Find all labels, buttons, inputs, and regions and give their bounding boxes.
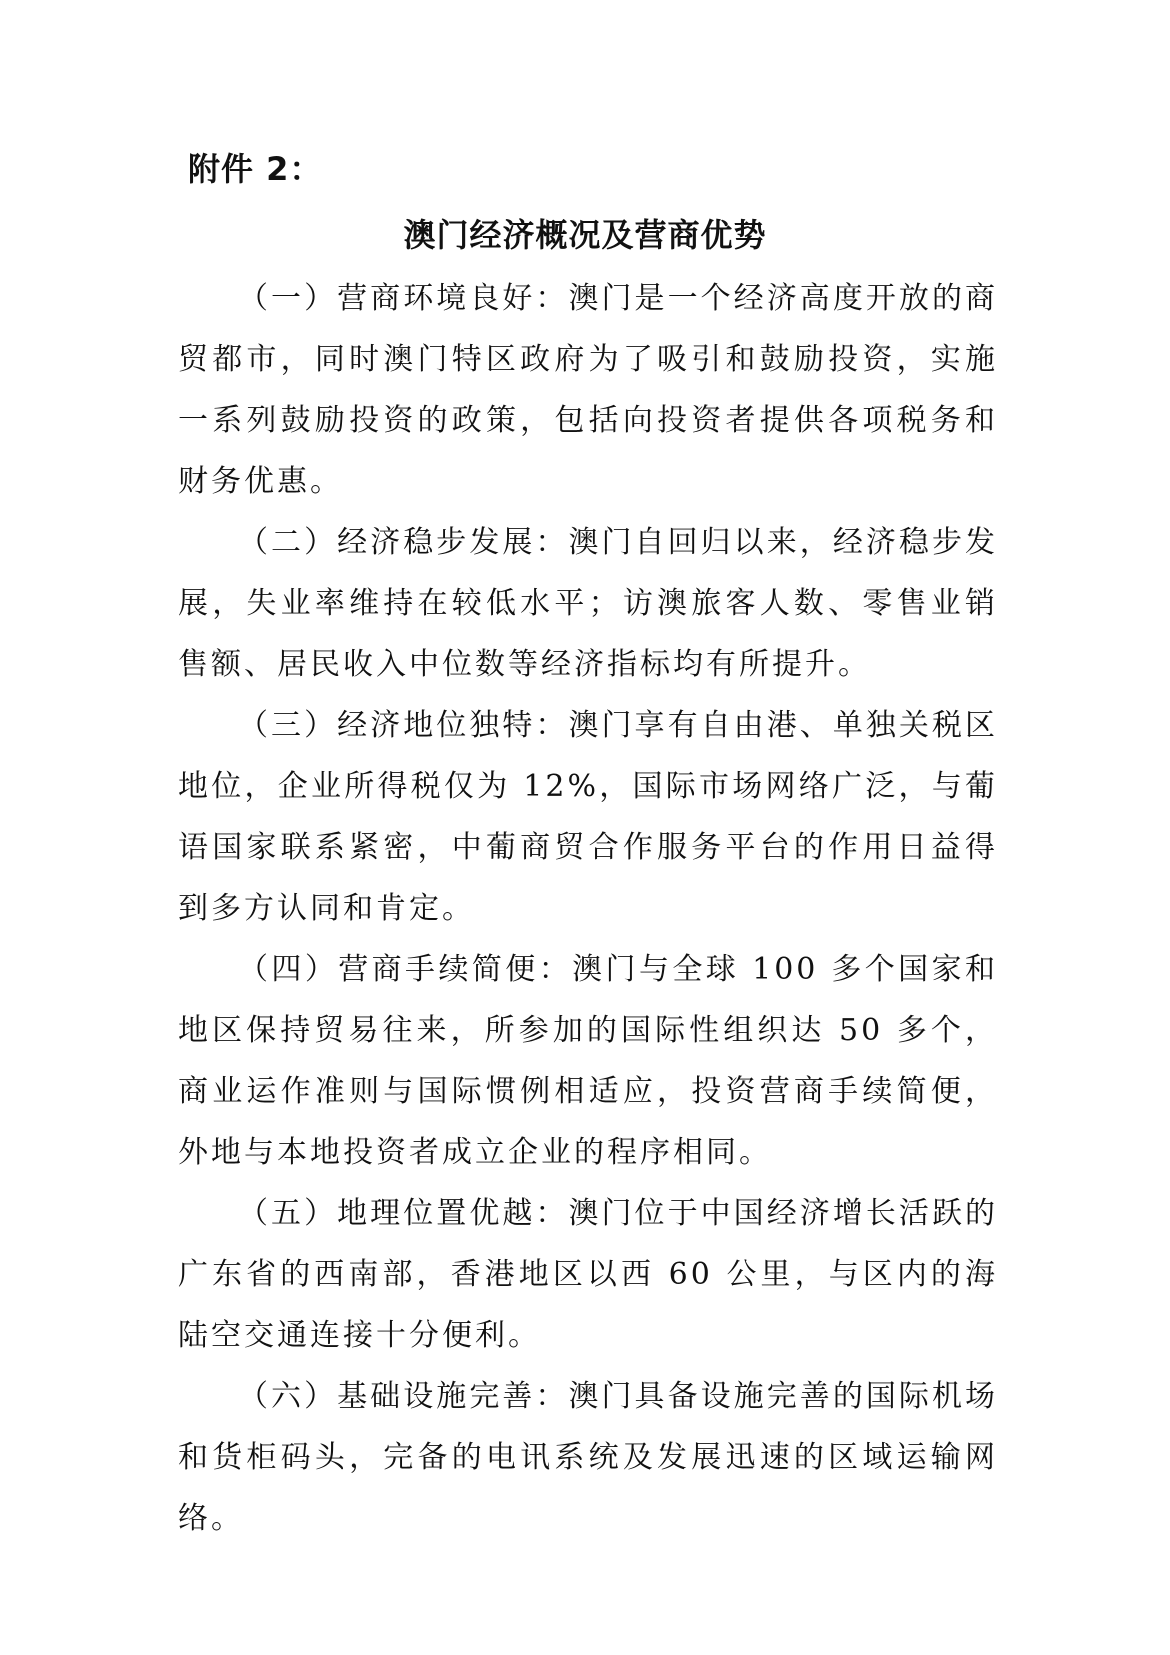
paragraph-economic-development: （二）经济稳步发展：澳门自回归以来，经济稳步发展，失业率维持在较低水平；访澳旅客人数、零售业销售额、居民收入中位数等经济指标均有所提升。 <box>178 525 998 682</box>
paragraph-geographic-location: （五）地理位置优越：澳门位于中国经济增长活跃的广东省的西南部，香港地区以西 60 公里，与区内的海陆空交通连接十分便利。 <box>178 1196 998 1353</box>
document-title: 澳门经济概况及营商优势 <box>403 216 767 254</box>
paragraph-economic-status: （三）经济地位独特：澳门享有自由港、单独关税区地位，企业所得税仅为 12%，国际市场网络广泛，与葡语国家联系紧密，中葡商贸合作服务平台的作用日益得到多方认同和肯定。 <box>178 708 998 926</box>
attachment-label: 附件 2： <box>188 150 323 188</box>
paragraph-business-environment: （一）营商环境良好：澳门是一个经济高度开放的商贸都市，同时澳门特区政府为了吸引和鼓励投资，实施一系列鼓励投资的政策，包括向投资者提供各项税务和财务优惠。 <box>178 281 998 499</box>
document-body <box>178 268 998 1549</box>
paragraph-infrastructure: （六）基础设施完善：澳门具备设施完善的国际机场和货柜码头，完备的电讯系统及发展迅速的区域运输网络。 <box>178 1379 998 1536</box>
paragraph-business-procedures: （四）营商手续简便：澳门与全球 100 多个国家和地区保持贸易往来，所参加的国际性组织达 50 多个，商业运作准则与国际惯例相适应，投资营商手续简便，外地与本地投资者成立企业的程序相同。 <box>178 952 998 1170</box>
